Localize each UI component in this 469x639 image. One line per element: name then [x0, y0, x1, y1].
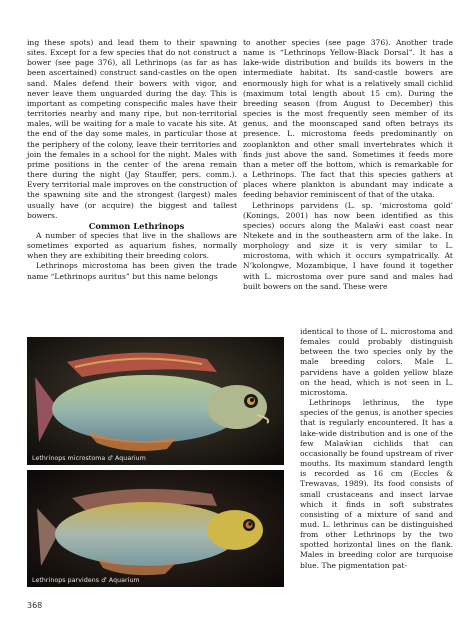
right-text-column-top — [243, 38, 453, 292]
fish-illustration — [27, 337, 284, 465]
paragraph: to another species (see page 376). Another trade name is “Lethrinops Yellow-Black Dorsal”. It has a lake-wide distribution and builds its bowers in the intermediate habitat. Its sand-castle bowers are enormously high for what is a relatively small cichlid (maximum total length about 15 cm). During the breeding season (from August to December) this species is the most frequently seen member of its genus, and the moonscaped sand often betrays its presence. L. microstoma feeds predominantly on zooplankton and other small invertebrates which it finds just above the sand. Sometimes it feeds more than a meter off the bottom, which is remarkable for a Lethrinops. The fact that this species gathers at places where plankton is abundant may indicate a feeding behavior reminiscent of that of the utaka. — [243, 38, 453, 200]
section-heading: Common Lethrinops — [88, 220, 185, 231]
page-number: 368 — [27, 601, 43, 610]
left-text-column — [27, 38, 237, 282]
paragraph: ing these spots) and lead them to their spawning sites. Except for a few species that do not construct a bower (see page 376), all Lethrinops (as far as has been ascertained) construct sand-castles on the open sand. Males defend their bowers with vigor, and never leave them unguarded during the day. This is important as competing conspecific males have their territories nearby and many ripe, but non-territorial males, will be waiting for a male to vacate his site. At the end of the day some males, in particular those at the periphery of the colony, leave their territories and join the females in a school for the night. Males with prime positions in the center of the arena remain there during the night (Jay Stauffer, pers. comm.). Every territorial male improves on the construction of the spawning site and the strongest (largest) males usually have (or acquire) the biggest and tallest bowers. — [27, 38, 237, 220]
paragraph: Lethrinops microstoma has been given the trade name “Lethrinops auritus” but this name belongs — [27, 261, 237, 281]
paragraph: Lethrinops lethrinus, the type species of the genus, is another species that is regularly encountered. It has a lake-wide distribution and is one of the few Malaŵian cichlids that can occasionally be found upstream of river mouths. Its maximum standard length is recorded as 16 cm (Eccles & Trewavas, 1989). Its food consists of small crustaceans and insect larvae which it finds in soft substrates consisting of a mixture of sand and mud. L. lethrinus can be distinguished from other Lethrinops by the two spotted horizontal lines on the flank. Males in breeding color are turquoise blue. The pigmentation pat- — [300, 398, 453, 570]
paragraph: identical to those of L. microstoma and females could probably distinguish between the two species only by the male breeding colors. Male L. parvidens have a golden yellow blaze on the head, which is not seen in L. microstoma. — [300, 327, 453, 397]
right-text-column-bottom — [300, 327, 453, 571]
photo-caption: Lethrinops parvidens ♂ Aquarium — [32, 577, 140, 584]
fish-photo-microstoma — [27, 337, 284, 465]
photo-caption: Lethrinops microstoma ♂ Aquarium — [32, 455, 146, 462]
fish-illustration — [27, 470, 284, 587]
paragraph: A number of species that live in the shallows are sometimes exported as aquarium fishes, normally when they are exhibiting their breeding colors. — [27, 230, 237, 261]
paragraph: Lethrinops parvidens (L. sp. ‘microstoma gold’ (Konings, 2001) has now been identified as this species) occurs along the Malaŵi east coast near Ntekete and in the southeastern arm of the lake. In morphology and size it is very similar to L. microstoma, with which it occurs sympatrically. At N’kolongwe, Mozambique, I have found it together with L. microstoma over pure sand and males had built bowers on the sand. These were — [243, 200, 453, 291]
fish-photo-parvidens — [27, 470, 284, 587]
